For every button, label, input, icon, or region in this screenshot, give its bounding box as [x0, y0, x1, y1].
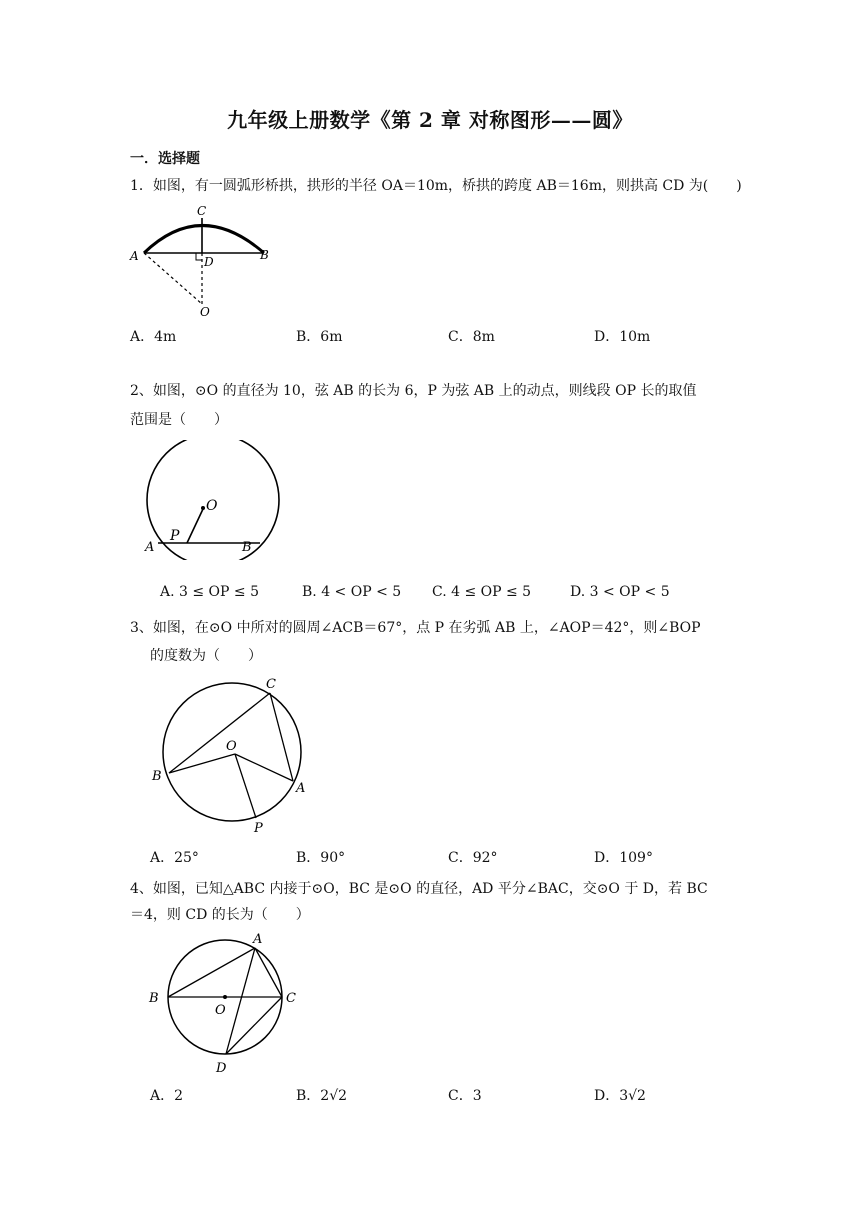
- label-B: B: [152, 769, 162, 784]
- option-2b: B. 4 < OP < 5: [302, 584, 402, 600]
- label-A: A: [296, 781, 306, 796]
- label-O: O: [200, 305, 210, 319]
- option-4a: A．2: [150, 1088, 184, 1104]
- label-A: A: [253, 932, 263, 947]
- label-O: O: [226, 739, 237, 754]
- option-2c: C. 4 ≤ OP ≤ 5: [432, 584, 532, 600]
- label-O: O: [206, 498, 218, 514]
- option-3a: A．25°: [150, 850, 199, 866]
- label-P: P: [254, 821, 263, 836]
- question-3-stem-line2: 的度数为（ ）: [150, 648, 262, 664]
- option-4b: B．2√2: [296, 1088, 348, 1104]
- label-P: P: [170, 528, 180, 544]
- question-1-stem: 1．如图，有一圆弧形桥拱，拱形的半径 OA＝10m，桥拱的跨度 AB＝16m，则拱高 CD 为( ): [130, 178, 742, 194]
- question-4-figure: [145, 928, 305, 1076]
- label-C: C: [286, 991, 296, 1006]
- label-D: D: [216, 1061, 227, 1076]
- option-3d: D．109°: [594, 850, 653, 866]
- option-2d: D. 3 < OP < 5: [570, 584, 670, 600]
- question-2-figure: [140, 440, 280, 560]
- label-A: A: [130, 249, 139, 263]
- label-A: A: [145, 540, 155, 555]
- option-3b: B．90°: [296, 850, 346, 866]
- question-4-stem-line1: 4、如图，已知△ABC 内接于⊙O，BC 是⊙O 的直径，AD 平分∠BAC，交⊙O 于 D，若 BC: [130, 881, 708, 897]
- option-1b: B．6m: [296, 329, 343, 345]
- label-C: C: [197, 204, 207, 218]
- label-B: B: [260, 248, 269, 262]
- option-1c: C．8m: [448, 329, 495, 345]
- option-4c: C．3: [448, 1088, 482, 1104]
- page-title: 九年级上册数学《第 2 章 对称图形——圆》: [227, 108, 633, 132]
- question-4-stem-line2: ＝4，则 CD 的长为（ ）: [130, 907, 310, 923]
- question-2-stem-line1: 2、如图，⊙O 的直径为 10，弦 AB 的长为 6，P 为弦 AB 上的动点，则线段 OP 长的取值: [130, 383, 697, 399]
- label-C: C: [266, 677, 276, 692]
- label-B: B: [242, 540, 252, 555]
- option-1a: A．4m: [130, 329, 177, 345]
- option-1d: D．10m: [594, 329, 651, 345]
- option-3c: C．92°: [448, 850, 498, 866]
- question-1-figure: [126, 200, 276, 320]
- question-2-stem-line2: 范围是（ ）: [130, 412, 228, 428]
- label-B: B: [149, 991, 159, 1006]
- option-4d: D．3√2: [594, 1088, 646, 1104]
- question-3-figure: [148, 672, 308, 836]
- label-O: O: [215, 1003, 226, 1018]
- option-2a: A. 3 ≤ OP ≤ 5: [160, 584, 259, 600]
- label-D: D: [204, 255, 214, 269]
- question-3-stem-line1: 3、如图，在⊙O 中所对的圆周∠ACB＝67°，点 P 在劣弧 AB 上，∠AOP＝42°，则∠BOP: [130, 620, 701, 636]
- section-heading: 一．选择题: [130, 151, 200, 167]
